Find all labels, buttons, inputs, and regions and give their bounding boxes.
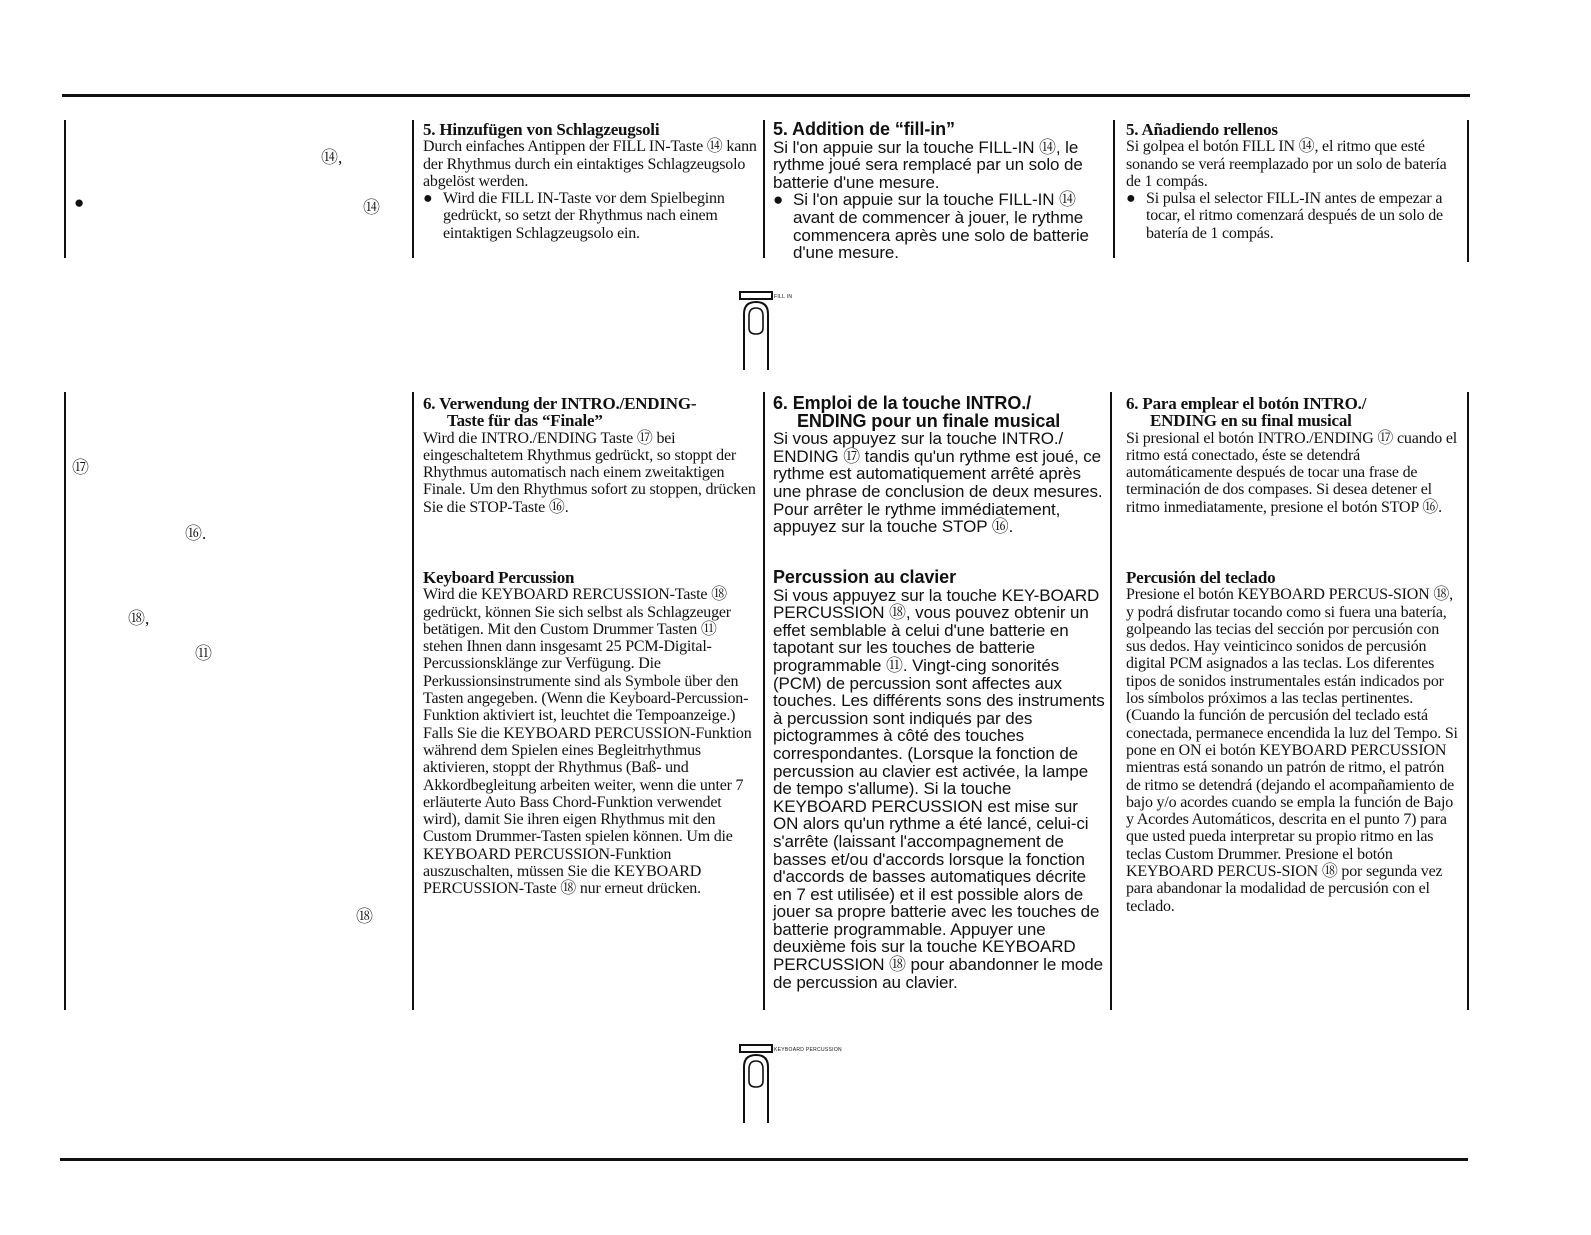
divider — [412, 392, 414, 1010]
finger-press-illustration — [738, 290, 818, 372]
german-section-6 — [423, 395, 757, 516]
section-heading: 5. Añadiendo rellenos — [1126, 120, 1278, 139]
bullet-dot: ● — [773, 190, 784, 210]
section-body: Si vous appuyez sur la touche INTRO./ ENDING ⑰ tandis qu'un rythme est joué, ce rythme est automatiquement arrêté après une phrase de conclusion de deux mesures. Pour arrêter le rythme immédiatement, appuyez sur la touche STOP ⑯. — [773, 429, 1103, 537]
section-heading-cont: Taste für das “Finale” — [447, 411, 603, 431]
section-body: Wird die KEYBOARD RERCUSSION-Taste ⑱ gedrückt, können Sie sich selbst als Schlagzeuger betätigen. Mit den Custom Drummer Tasten ⑪ stehen Ihnen dann insgesamt 25 PCM-Digital-Percussionsklänge zur Verfügung. Die Perkussionsinstrumente sind als Symbole über den Tasten angegeben. (Wenn die Keyboard-Percussion-Funktion aktiviert ist, leuchtet die Tempoanzeige.) Falls Sie die KEYBOARD PERCUSSION-Funktion während dem Spielen eines Begleitrhythmus aktivieren, stoppt der Rhythmus (Baß- und Akkordbegleitung arbeiten weiter, wenn die unter 7 erläuterte Auto Bass Chord-Funktion verwendet wird), damit Sie ihren eigen Rhythmus mit den Custom Drummer-Tasten spielen können. Um die KEYBOARD PERCUSSION-Funktion auszuschalten, müssen Sie die KEYBOARD PERCUSSION-Taste ⑱ nur erneut drücken. — [423, 586, 752, 898]
divider — [1467, 120, 1469, 262]
french-section-5 — [773, 121, 1106, 262]
section-heading-cont: ENDING en su final musical — [1150, 411, 1352, 431]
divider — [64, 392, 66, 1010]
bullet-text: Si l'on appuie sur la touche FILL-IN ⑭ avant de commencer à jouer, le rythme commencera après une solo de batterie d'une mesure. — [793, 190, 1089, 263]
section-body: Si vous appuyez sur la touche KEY-BOARD PERCUSSION ⑱, vous pouvez obtenir un effet semblable à celui d'une batterie en tapotant sur les touches de batterie programmable ⑪. Vingt-cing sonorités (PCM) de percussion sont affectes aux touches. Les différents sons des instruments à percussion sont indiqués par des pictogrammes à côté des touches correspondantes. (Lorsque la fonction de percussion au clavier est activée, la lampe de tempo s'allume). Si la touche KEYBOARD PERCUSSION est mise sur ON alors qu'un rythme a été lancé, celui-ci s'arrête (laissant l'accompagnement de basses et/ou d'accords lorsque la fonction d'accords de basses automatiques décrite en 7 est utilisée) et il est possible alors de jouer sa propre batterie avec les touches de batterie programmable. Appuyer une deuxième fois sur la touche KEYBOARD PERCUSSION ⑱ pour abandonner le mode de percussion au clavier. — [773, 585, 1105, 992]
french-section-6 — [773, 395, 1106, 536]
section-body: Wird die INTRO./ENDING Taste ⑰ bei eingeschaltetem Rhythmus gedrückt, so stoppt der Rhythmus automatisch nach einem zweitaktigen Finale. Um den Rhythmus sofort zu stoppen, drücken Sie die STOP-Taste ⑯. — [423, 429, 756, 516]
section-heading: 6. Verwendung der INTRO./ENDING- — [423, 394, 697, 413]
margin-bullet: ● — [74, 193, 85, 212]
bottom-rule — [60, 1158, 1468, 1161]
divider — [763, 120, 765, 258]
margin-ref: ⑭, — [321, 148, 343, 167]
section-body: Durch einfaches Antippen der FILL IN-Taste ⑭ kann der Rhythmus durch ein eintaktiges Schlagzeugsolo abgelöst werden. — [423, 138, 757, 190]
button-label: KEYBOARD PERCUSSION — [774, 1047, 842, 1053]
section-body: Si l'on appuie sur la touche FILL-IN ⑭, le rythme joué sera remplacé par un solo de batterie d'une mesure. — [773, 137, 1083, 192]
margin-ref: ⑯. — [185, 524, 207, 543]
section-heading: Keyboard Percussion — [423, 568, 575, 587]
divider — [1113, 120, 1115, 258]
divider — [412, 120, 414, 258]
bullet-text: Si pulsa el selector FILL-IN antes de empezar a tocar, el ritmo comenzará después de un solo de batería de 1 compás. — [1146, 190, 1443, 242]
margin-ref: ⑱ — [356, 907, 373, 926]
margin-ref: ⑰ — [72, 458, 89, 477]
bullet-item — [423, 190, 757, 242]
german-section-5 — [423, 121, 757, 242]
spanish-section-6 — [1126, 395, 1461, 516]
top-rule — [62, 94, 1470, 97]
section-heading: Percussion au clavier — [773, 567, 956, 587]
bullet-text: Wird die FILL IN-Taste vor dem Spielbeginn gedrückt, so setzt der Rhythmus nach einem eintaktigen Schlagzeugsolo ein. — [443, 190, 725, 242]
finger-icon — [738, 290, 818, 372]
section-heading-cont: ENDING pour un finale musical — [797, 410, 1061, 431]
section-body: Si golpea el botón FILL IN ⑭, el ritmo que esté sonando se verá reemplazado por un solo de batería de 1 compás. — [1126, 138, 1447, 190]
bullet-item — [1126, 190, 1461, 242]
spanish-keyboard-percussion — [1126, 569, 1461, 915]
bullet-dot: ● — [1126, 190, 1136, 208]
section-heading: 5. Addition de “fill-in” — [773, 119, 955, 139]
divider — [1467, 392, 1469, 1010]
section-heading: Percusión del teclado — [1126, 568, 1276, 587]
button-label: FILL IN — [774, 294, 793, 300]
german-keyboard-percussion — [423, 569, 757, 898]
finger-press-illustration — [738, 1043, 848, 1125]
french-keyboard-percussion — [773, 569, 1106, 991]
divider — [64, 120, 66, 258]
section-body: Presione el botón KEYBOARD PERCUS-SION ⑱, y podrá disfrutar tocando como si fuera una batería, golpeando las tecias del sección por percusión con sus dedos. Hay veinticinco sonidos de percusión digital PCM asignados a las teclas. Los diferentes tipos de sonidos instrumentales están indicados por los símbolos próximos a las teclas pertinentes. (Cuando la función de percusión del teclado está conectada, permanece encendida la luz del Tempo. Si pone en ON ei botón KEYBOARD PERCUSSION mientras está sonando un patrón de ritmo, el patrón de ritmo se detendrá (dejando el acompañamiento de bajo y/o acordes cuando se empla la función de Bajo y Acordes Automáticos, descrita en el punto 7) para que usted pueda interpretar su propio ritmo en las teclas Custom Drummer. Presione el botón KEYBOARD PERCUS-SION ⑱ por segunda vez para abandonar la modalidad de percusión con el teclado. — [1126, 586, 1458, 915]
margin-ref: ⑭ — [363, 198, 380, 217]
finger-icon — [738, 1043, 818, 1125]
margin-ref: ⑱, — [128, 609, 150, 628]
section-heading: 6. Emploi de la touche INTRO./ — [773, 393, 1032, 413]
section-body: Si presional el botón INTRO./ENDING ⑰ cuando el ritmo está conectado, éste se detendrá automáticamente después de tocar una frase de terminación de dos compases. Si desea detener el ritmo inmediatamente, presione el botón STOP ⑯. — [1126, 429, 1457, 516]
section-heading: 6. Para emplear el botón INTRO./ — [1126, 394, 1367, 413]
margin-ref: ⑪ — [195, 644, 212, 663]
bullet-item — [773, 191, 1106, 261]
divider — [763, 392, 765, 1010]
spanish-section-5 — [1126, 121, 1461, 242]
section-heading: 5. Hinzufügen von Schlagzeugsoli — [423, 120, 660, 139]
bullet-dot: ● — [423, 190, 433, 208]
divider — [1110, 392, 1112, 1010]
